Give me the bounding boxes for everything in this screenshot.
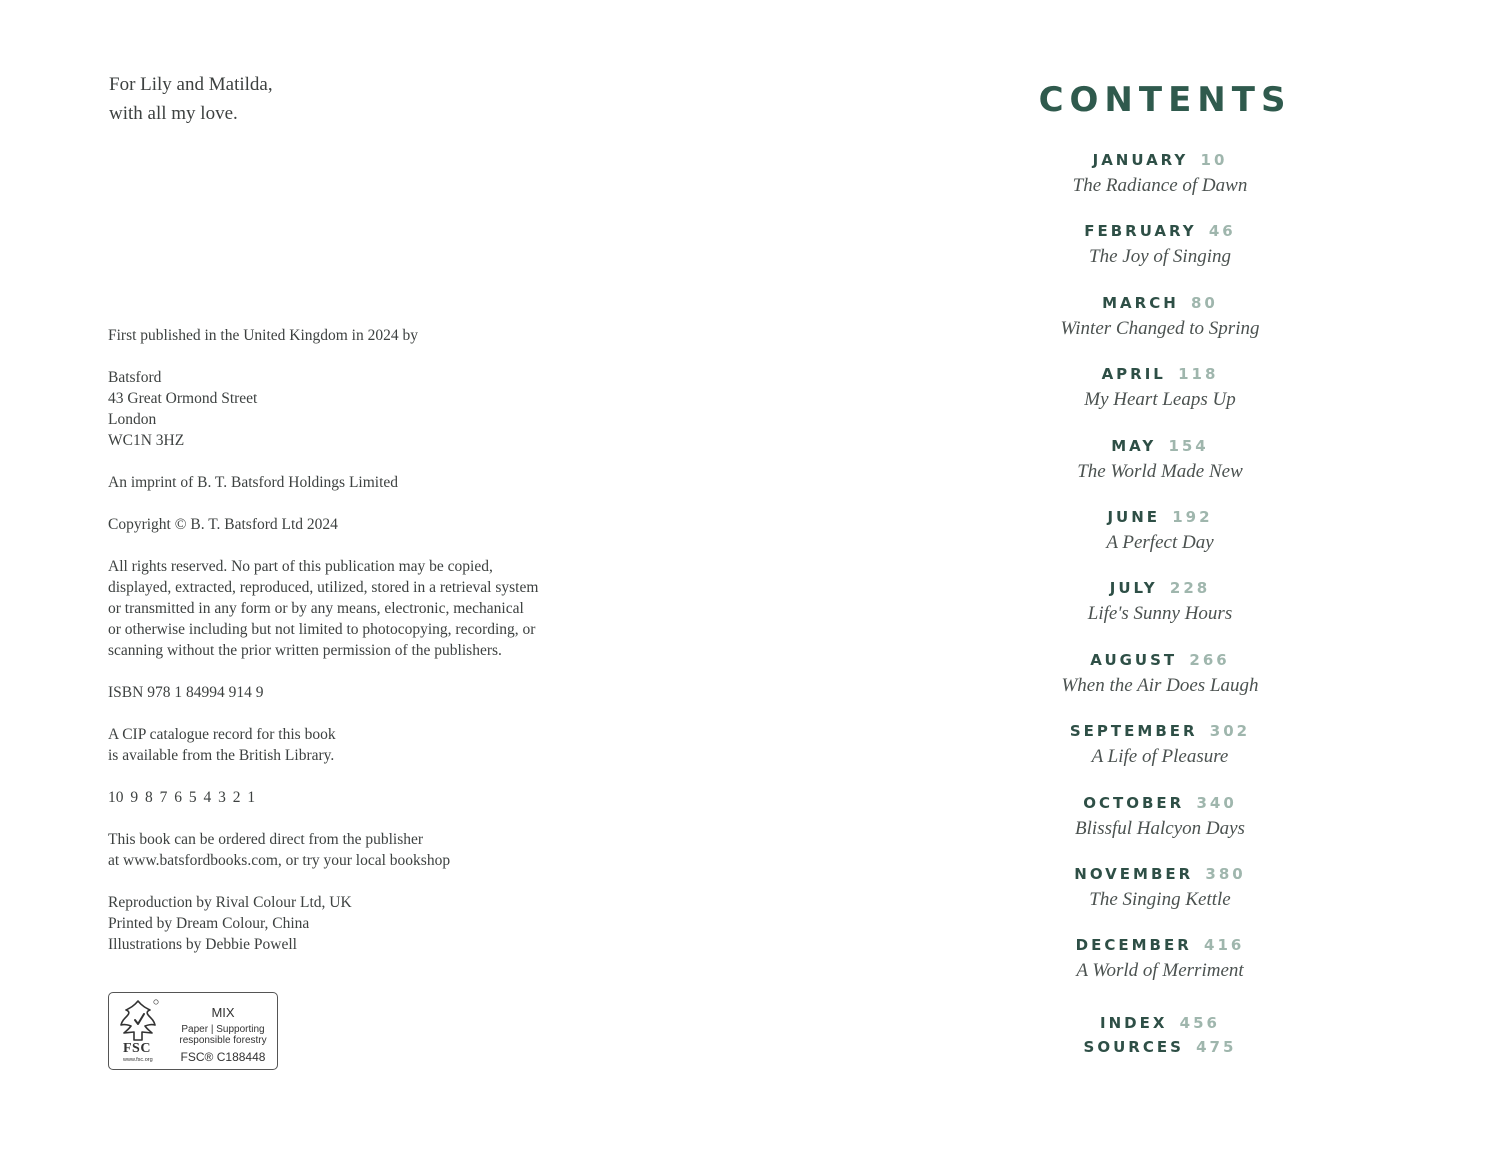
text-line: Printed by Dream Colour, China — [108, 915, 310, 932]
toc-heading — [1010, 719, 1310, 744]
text-line: Copyright © B. T. Batsford Ltd 2024 — [108, 516, 338, 533]
imprint-printing-line — [108, 787, 608, 808]
imprint-ordering — [108, 829, 608, 871]
toc-heading — [1010, 434, 1310, 459]
toc-heading — [1010, 148, 1310, 173]
toc-month: OCTOBER — [1083, 793, 1185, 812]
toc-heading — [1010, 648, 1310, 673]
imprint-rights — [108, 556, 608, 661]
fsc-license-code: FSC® C188448 — [180, 1050, 266, 1064]
toc-entry — [1010, 791, 1310, 862]
toc-month: NOVEMBER — [1074, 864, 1194, 883]
text-line: displayed, extracted, reproduced, utilized, stored in a retrieval system — [108, 579, 539, 596]
toc-entry — [1010, 933, 1310, 1004]
toc-month: JUNE — [1107, 507, 1160, 526]
dedication-line-2: with all my love. — [109, 103, 238, 124]
imprint-imprint-of — [108, 472, 608, 493]
fsc-logo — [108, 992, 278, 1070]
toc-entry — [1010, 219, 1310, 290]
toc-page-number: 416 — [1204, 936, 1245, 955]
text-line: Reproduction by Rival Colour Ltd, UK — [108, 894, 352, 911]
text-line: scanning without the prior written permission of the publishers. — [108, 642, 502, 659]
toc-subtitle: A Perfect Day — [1106, 531, 1214, 553]
toc-month: FEBRUARY — [1084, 222, 1197, 241]
toc-heading — [1010, 576, 1310, 601]
text-line: WC1N 3HZ — [108, 432, 185, 449]
fsc-tree-icon — [116, 998, 160, 1044]
imprint-copyright — [108, 514, 608, 535]
text-line: at www.batsfordbooks.com, or try your local bookshop — [108, 852, 451, 869]
toc-entry — [1010, 862, 1310, 933]
fsc-url: www.fsc.org — [123, 1057, 153, 1063]
toc-entry — [1010, 648, 1310, 719]
toc-page-number: 192 — [1172, 507, 1213, 526]
dedication-line-1: For Lily and Matilda, — [109, 74, 273, 95]
toc-subtitle: Winter Changed to Spring — [1060, 317, 1260, 339]
toc-index-entry — [1010, 1011, 1310, 1035]
toc-back-matter — [1010, 1011, 1310, 1059]
toc-subtitle: My Heart Leaps Up — [1084, 389, 1236, 411]
toc-page-number: 118 — [1178, 365, 1219, 384]
text-line: A CIP catalogue record for this book — [108, 726, 336, 743]
toc-month: AUGUST — [1090, 650, 1178, 669]
imprint-published — [108, 325, 608, 346]
contents-list — [1010, 148, 1310, 1005]
toc-subtitle: A World of Merriment — [1076, 960, 1244, 982]
contents-title: CONTENTS — [1038, 80, 1292, 120]
text-line: 10 9 8 7 6 5 4 3 2 1 — [108, 789, 256, 806]
toc-subtitle: The World Made New — [1077, 460, 1243, 482]
imprint-credits — [108, 892, 608, 955]
text-line: This book can be ordered direct from the publisher — [108, 831, 424, 848]
toc-heading — [1010, 362, 1310, 387]
toc-page-number: 10 — [1200, 151, 1228, 169]
text-line: or transmitted in any form or by any means, electronic, mechanical — [108, 600, 524, 617]
toc-heading — [1010, 791, 1310, 816]
toc-subtitle: When the Air Does Laugh — [1061, 674, 1259, 696]
toc-entry — [1010, 505, 1310, 576]
toc-heading — [1010, 1035, 1310, 1059]
toc-entry — [1010, 576, 1310, 647]
toc-page-number: 80 — [1191, 293, 1218, 312]
toc-page-number: 46 — [1208, 222, 1236, 241]
toc-month: MARCH — [1102, 293, 1179, 312]
imprint-isbn — [108, 682, 608, 703]
toc-heading — [1010, 219, 1310, 244]
toc-page-number: 228 — [1169, 579, 1211, 598]
toc-sources-label: SOURCES — [1083, 1038, 1184, 1056]
toc-page-number: 380 — [1205, 864, 1246, 883]
toc-page-number: 154 — [1168, 436, 1209, 455]
toc-subtitle: Blissful Halcyon Days — [1075, 817, 1245, 839]
toc-entry — [1010, 291, 1310, 362]
toc-month: MAY — [1111, 436, 1157, 455]
toc-entry — [1010, 362, 1310, 433]
toc-heading — [1010, 933, 1310, 958]
toc-month: APRIL — [1101, 365, 1166, 384]
text-line: First published in the United Kingdom in 2024 by — [108, 327, 418, 344]
toc-month: JULY — [1109, 579, 1158, 598]
toc-page-number: 266 — [1189, 650, 1230, 669]
toc-page-number: 456 — [1179, 1014, 1220, 1032]
text-line: 43 Great Ormond Street — [108, 390, 258, 407]
text-line: All rights reserved. No part of this publication may be copied, — [108, 558, 493, 575]
fsc-mix-label: MIX — [211, 1005, 235, 1020]
imprint-publisher-address — [108, 367, 608, 451]
toc-subtitle: The Radiance of Dawn — [1072, 175, 1248, 196]
toc-page-number: 302 — [1209, 722, 1251, 741]
toc-month: SEPTEMBER — [1069, 722, 1198, 741]
imprint-cip — [108, 724, 608, 766]
toc-entry — [1010, 148, 1310, 219]
fsc-claim — [169, 1024, 277, 1046]
fsc-wordmark: FSC — [123, 1041, 151, 1056]
text-line: is available from the British Library. — [108, 747, 335, 764]
imprint-block — [108, 325, 608, 976]
toc-heading — [1010, 505, 1310, 530]
text-line: An imprint of B. T. Batsford Holdings Limited — [108, 474, 399, 491]
toc-heading — [1010, 291, 1310, 316]
toc-month: DECEMBER — [1075, 936, 1192, 955]
toc-subtitle: A Life of Pleasure — [1091, 746, 1229, 768]
toc-subtitle: Life's Sunny Hours — [1087, 603, 1233, 625]
text-line: ISBN 978 1 84994 914 9 — [108, 684, 264, 701]
text-line: or otherwise including but not limited to photocopying, recording, or — [108, 621, 536, 638]
text-line: London — [108, 411, 157, 428]
toc-index-label: INDEX — [1100, 1014, 1168, 1032]
dedication — [109, 70, 273, 128]
text-line: Illustrations by Debbie Powell — [108, 936, 297, 953]
toc-page-number: 340 — [1196, 793, 1237, 812]
toc-heading — [1010, 1011, 1310, 1035]
text-line: Batsford — [108, 369, 162, 386]
toc-sources-entry — [1010, 1035, 1310, 1059]
toc-heading — [1010, 862, 1310, 887]
toc-page-number: 475 — [1196, 1038, 1237, 1056]
toc-month: JANUARY — [1092, 151, 1189, 169]
toc-entry — [1010, 719, 1310, 790]
fsc-claim-line-1: Paper | Supporting — [181, 1024, 265, 1035]
fsc-claim-line-2: responsible forestry — [179, 1035, 267, 1046]
toc-subtitle: The Singing Kettle — [1089, 888, 1231, 910]
toc-entry — [1010, 434, 1310, 505]
toc-subtitle: The Joy of Singing — [1089, 246, 1231, 268]
